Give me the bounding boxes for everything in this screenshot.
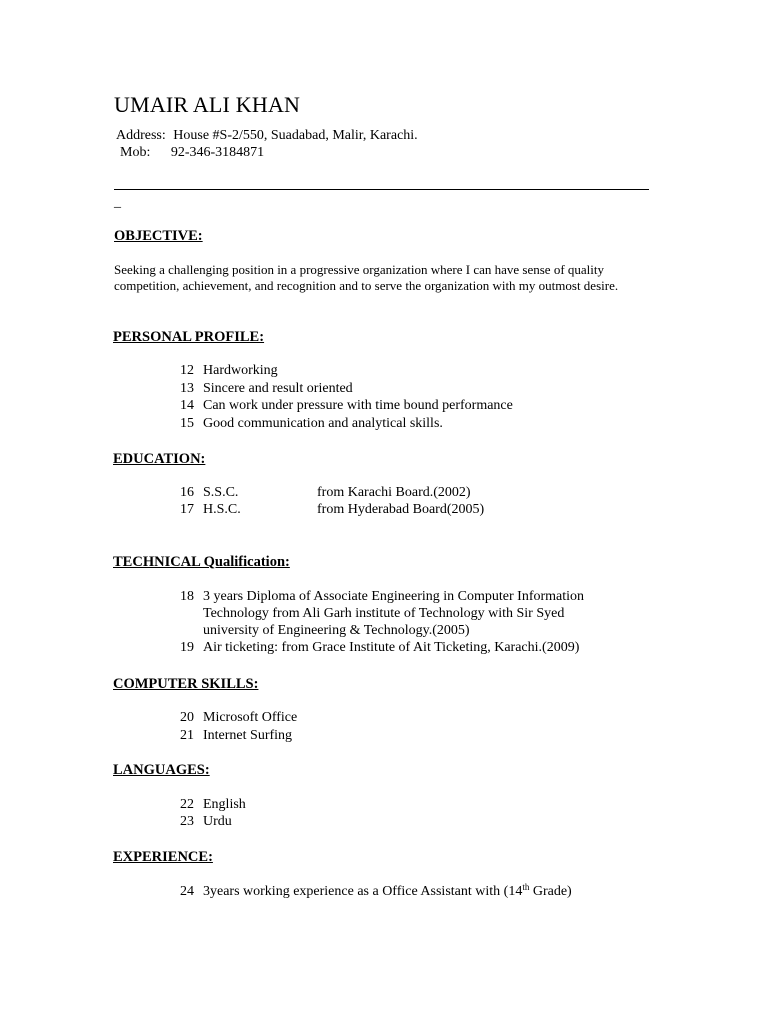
item-number: 12 [180,363,194,378]
item-text: Can work under pressure with time bound performance [203,398,513,413]
item-text-line: Technology from Ali Garh institute of Technology with Sir Syed [203,606,565,621]
degree: H.S.C. [203,502,241,517]
item-number: 18 [180,589,194,604]
mobile-label: Mob: [120,145,151,160]
item-number: 19 [180,640,194,655]
item-text: Urdu [203,814,232,829]
item-number: 13 [180,381,194,396]
item-text: Sincere and result oriented [203,381,353,396]
experience-heading: EXPERIENCE: [113,849,213,865]
objective-text: Seeking a challenging position in a progressive organization where I can have sense of quality competition, achievement, and recognition and to serve the organization with my outmost desire. [114,262,619,293]
degree-detail: from Karachi Board.(2002) [317,485,471,500]
item-text: Internet Surfing [203,728,293,743]
item-text: Good communication and analytical skills. [203,416,443,431]
personal-profile-heading: PERSONAL PROFILE: [113,329,265,345]
address-label: Address: [116,128,166,143]
item-number: 17 [180,502,194,517]
item-text-line: Air ticketing: from Grace Institute of Ait Ticketing, Karachi.(2009) [203,640,580,655]
experience-text-end: Grade) [529,884,572,899]
degree-detail: from Hyderabad Board(2005) [317,502,485,517]
technical-heading: TECHNICAL Qualification: [113,554,290,570]
candidate-name: UMAIR ALI KHAN [114,92,301,117]
degree: S.S.C. [203,485,239,500]
languages-heading: LANGUAGES: [113,762,210,778]
experience-text [203,884,572,900]
item-text: English [203,797,246,812]
address-line [116,128,418,144]
item-number: 24 [180,884,194,899]
divider-dash: _ [114,195,121,210]
item-number: 16 [180,485,194,500]
address-value: House #S-2/550, Suadabad, Malir, Karachi. [173,128,418,143]
computer-skills-heading: COMPUTER SKILLS: [113,676,259,692]
mobile-line [120,145,264,161]
objective-heading: OBJECTIVE: [114,228,203,244]
item-number: 14 [180,398,194,413]
item-number: 15 [180,416,194,431]
item-text: Microsoft Office [203,710,298,725]
item-text-line: university of Engineering & Technology.(2005) [203,623,470,638]
item-number: 21 [180,728,194,743]
item-text-line: 3 years Diploma of Associate Engineering in Computer Information [203,589,585,604]
item-text: Hardworking [203,363,278,378]
item-number: 20 [180,710,194,725]
ordinal-suffix: th [522,882,530,892]
item-number: 23 [180,814,194,829]
header-divider [114,189,649,190]
item-number: 22 [180,797,194,812]
experience-text-start: 3years working experience as a Office Assistant with (14 [203,884,523,899]
mobile-value: 92-346-3184871 [170,145,265,160]
education-heading: EDUCATION: [113,451,206,467]
